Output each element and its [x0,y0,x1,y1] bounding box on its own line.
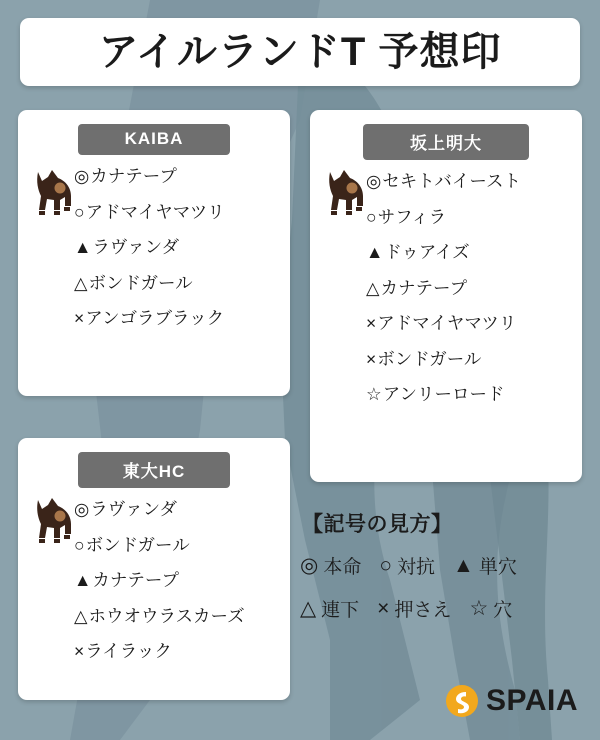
legend-label: 穴 [493,600,513,621]
brand-logo [445,684,578,718]
list-item [74,266,290,302]
list-item [74,492,290,528]
pick-mark: ○ [366,206,377,227]
pick-horse: ラヴァンダ [92,237,179,257]
pick-horse: アドマイヤマツリ [377,313,517,333]
legend-label: 押さえ [394,600,452,621]
spaia-logo-icon [445,684,479,718]
list-item [74,230,290,266]
pick-mark: ☆ [366,384,382,404]
pick-horse: ボンドガール [85,534,190,555]
pick-mark: △ [74,272,88,293]
legend-row [300,595,590,622]
pick-horse: アンゴラブラック [85,308,225,328]
pick-horse: カナテープ [90,166,177,186]
legend-label: 連下 [321,600,360,621]
pick-horse: カナテープ [92,570,179,590]
legend-mark: ☆ [469,597,489,620]
pick-horse: セキトバイースト [382,171,522,191]
brand-name: SPAIA [486,684,578,717]
legend-mark: ◎ [300,554,319,577]
list-item [366,306,582,342]
predictor-name: 東大HC [78,452,230,488]
legend-item [300,552,361,579]
pick-horse: ライラック [85,641,172,661]
legend-label: 単穴 [478,557,517,578]
list-item [74,599,290,635]
horse-icon [32,494,76,544]
pick-mark: × [74,641,85,661]
list-item [366,342,582,378]
legend [300,508,590,638]
pick-horse: ラヴァンダ [90,499,177,519]
legend-title: 【記号の見方】 [302,513,453,536]
pick-mark: ▲ [74,570,92,590]
list-item [366,377,582,413]
pick-horse: ボンドガール [88,272,193,293]
horse-icon [32,166,76,216]
legend-mark: ▲ [453,553,474,577]
list-item [74,301,290,337]
legend-mark: ○ [379,553,393,577]
legend-mark: △ [300,597,317,620]
legend-mark: × [377,596,390,620]
list-item [366,271,582,307]
prediction-card-sakagami [310,110,582,482]
prediction-card-kaiba [18,110,290,396]
list-item [74,528,290,564]
horse-icon [324,166,368,216]
list-item [366,200,582,236]
page-title: アイルランドT 予想印 [98,30,502,74]
pick-horse: ボンドガール [377,348,482,369]
pick-horse: サフィラ [377,206,447,227]
pick-mark: × [74,308,85,328]
pick-mark: ◎ [74,166,90,186]
legend-label: 本命 [323,557,362,578]
page-title-card [20,18,580,86]
pick-horse: カナテープ [380,277,468,298]
pick-mark: △ [74,605,88,626]
pick-mark: × [366,313,377,333]
legend-label: 対抗 [397,557,436,578]
pick-mark: ▲ [74,237,92,257]
pick-mark: ○ [74,534,85,555]
legend-item [469,595,512,622]
pick-horse: アンリーロード [382,384,505,404]
prediction-card-todai [18,438,290,700]
pick-horse: ドゥアイズ [384,242,470,262]
predictor-name: KAIBA [78,124,230,155]
legend-item [300,595,359,622]
list-item [366,164,582,200]
pick-mark: ▲ [366,242,384,262]
pick-horse: アドマイヤマツリ [85,201,225,222]
legend-item [379,552,435,579]
list-item [74,195,290,231]
pick-mark: ○ [74,201,85,222]
pick-mark: ◎ [366,171,382,191]
legend-item [453,552,517,579]
pick-mark: △ [366,277,380,298]
predictor-name: 坂上明大 [363,124,529,160]
pick-mark: × [366,348,377,369]
pick-horse: ホウオウラスカーズ [88,605,245,626]
legend-row [300,552,590,579]
legend-item [377,595,451,622]
list-item [74,563,290,599]
list-item [74,634,290,670]
pick-mark: ◎ [74,499,90,519]
list-item [74,159,290,195]
list-item [366,235,582,271]
